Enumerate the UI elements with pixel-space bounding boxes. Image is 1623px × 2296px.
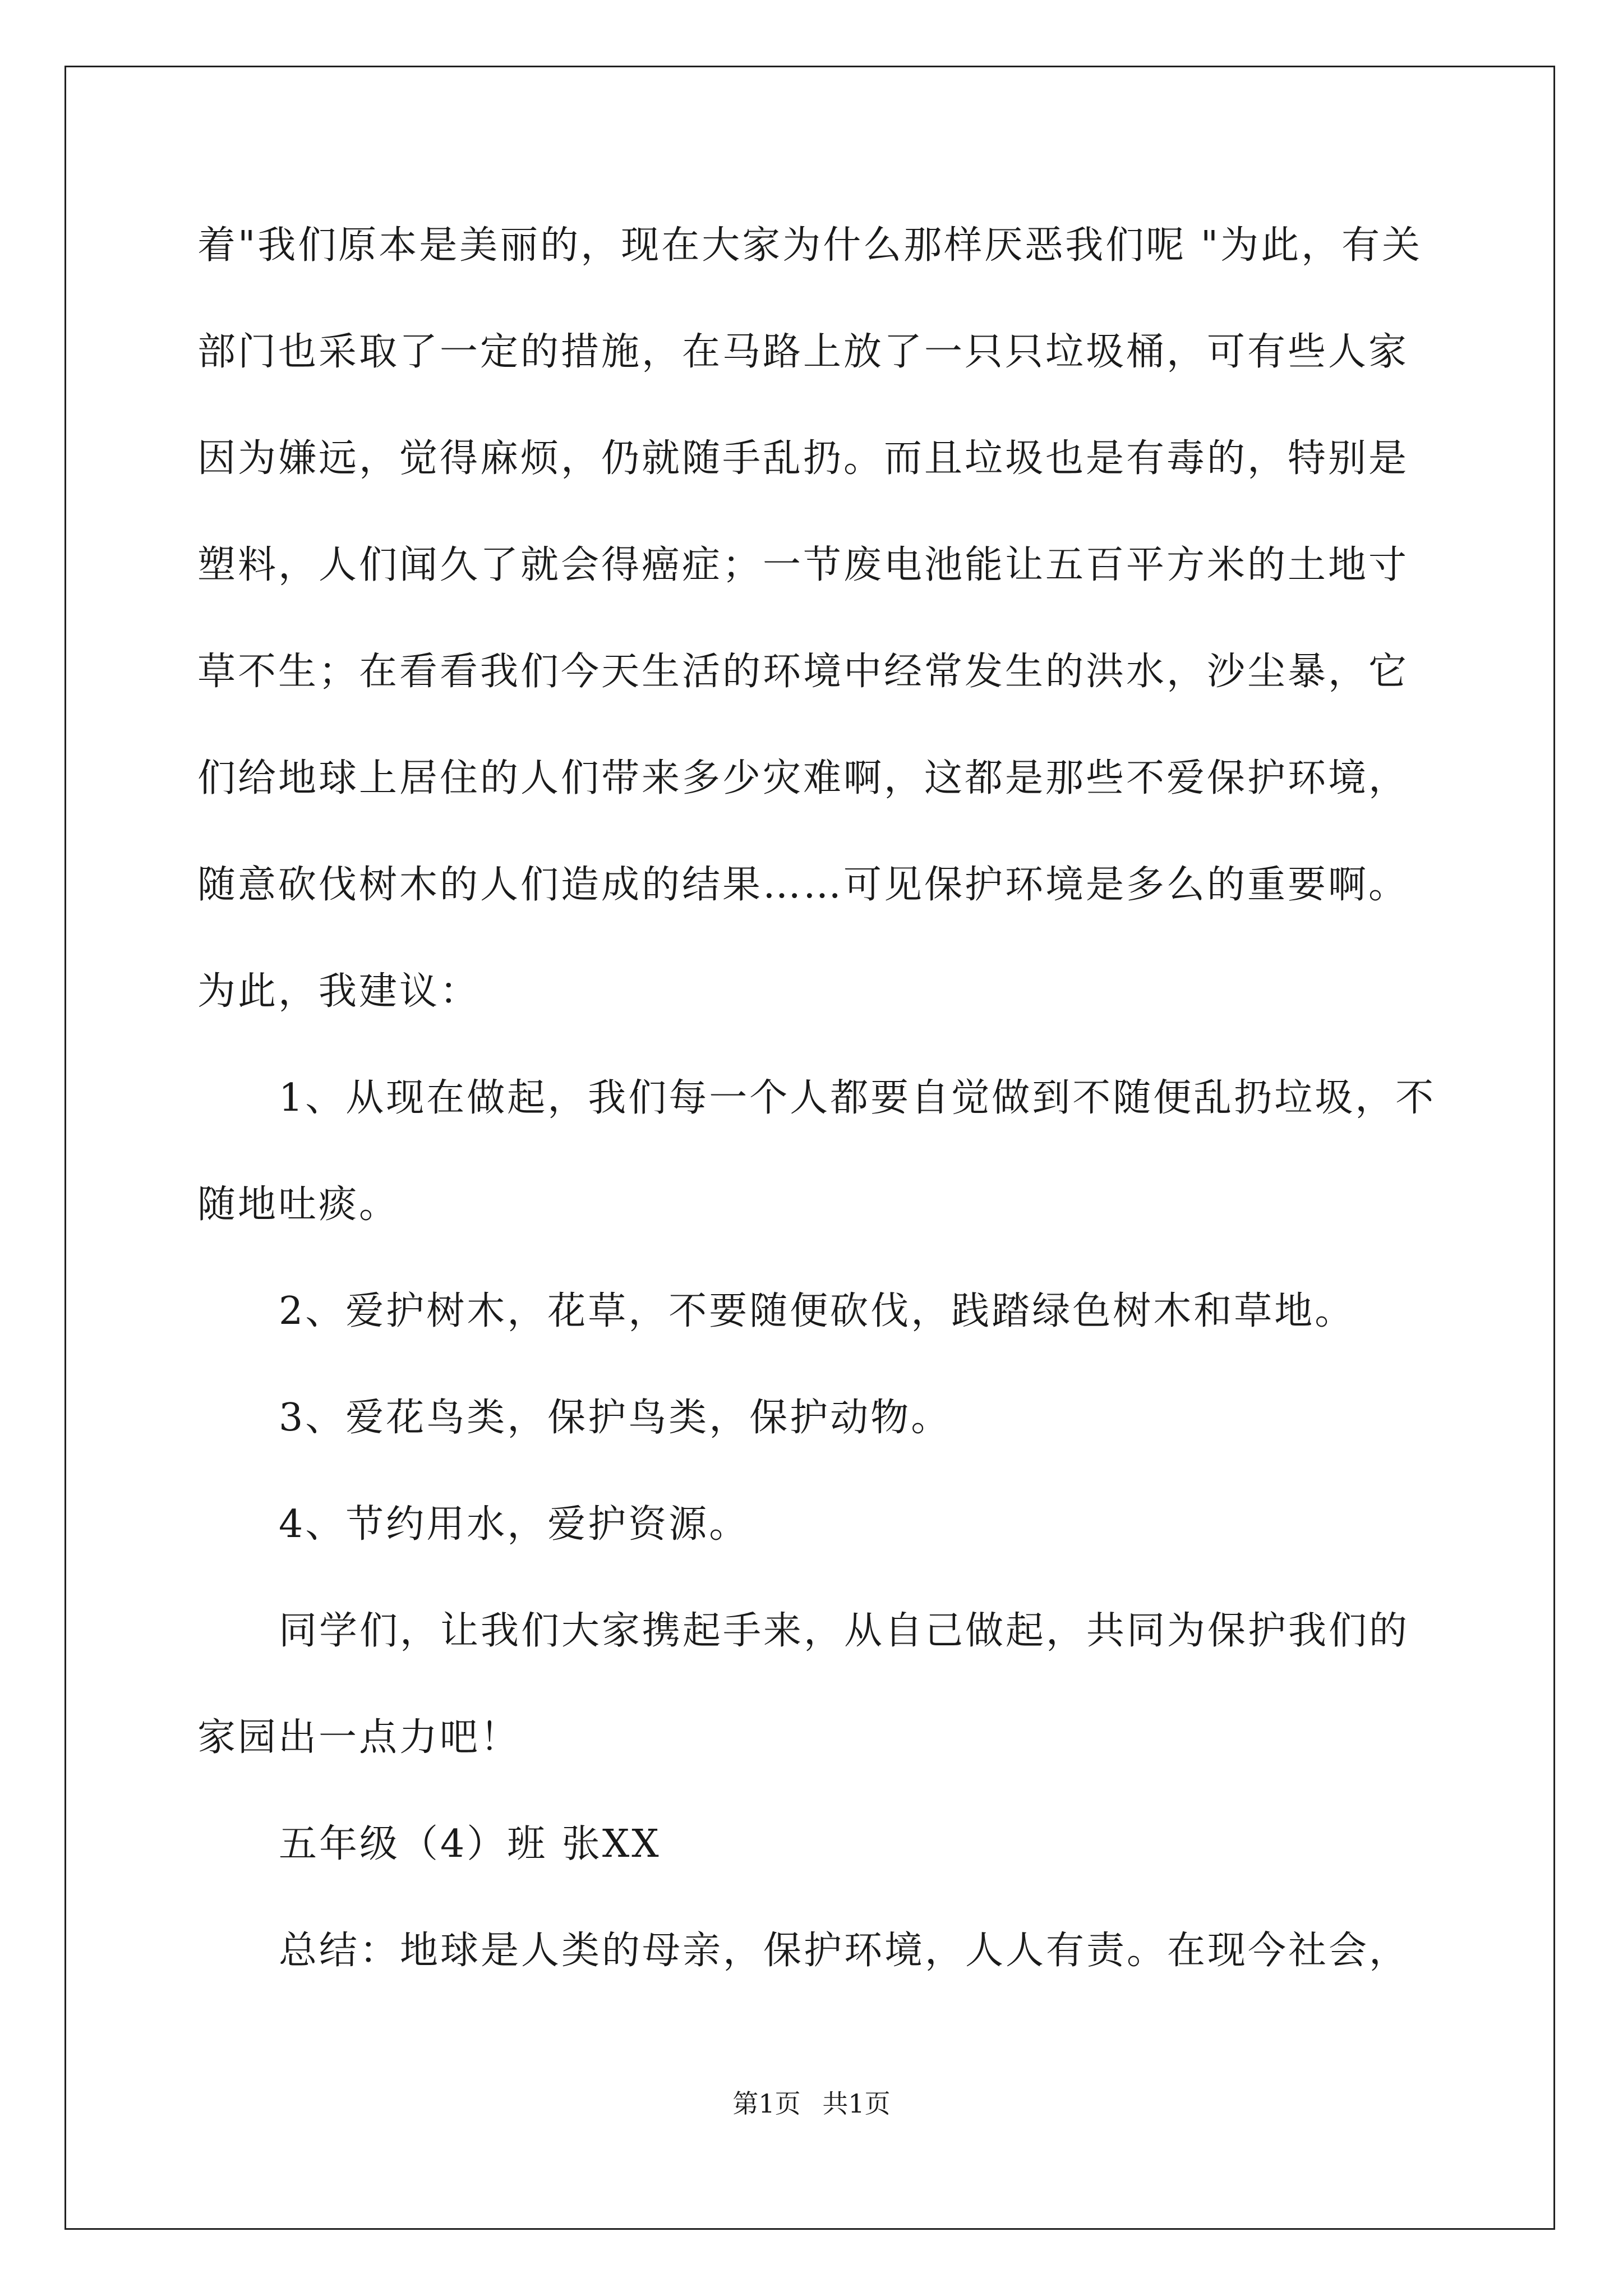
text-line: 随意砍伐树木的人们造成的结果……可见保护环境是多么的重要啊。: [197, 863, 1409, 907]
page-total: 共1页: [822, 2088, 891, 2119]
document-body: [197, 212, 1436, 2024]
text-line: 随地吐痰。: [197, 1182, 400, 1227]
list-item-3: 3、爱花鸟类，保护鸟类，保护动物。: [279, 1396, 952, 1440]
list-item-4: 4、节约用水，爱护资源。: [279, 1502, 750, 1547]
text-line: 草不生；在看看我们今天生活的环境中经常发生的洪水，沙尘暴，它: [197, 650, 1409, 694]
list-item-2: 2、爱护树木，花草，不要随便砍伐，践踏绿色树木和草地。: [279, 1289, 1355, 1333]
signature: 五年级（4）班 张XX: [279, 1822, 661, 1866]
text-line: 家园出一点力吧！: [197, 1715, 521, 1760]
page-footer: [0, 2087, 1623, 2120]
text-line: 为此，我建议：: [197, 969, 481, 1014]
text-line: 因为嫌远，觉得麻烦，仍就随手乱扔。而且垃圾也是有毒的，特别是: [197, 436, 1409, 481]
list-item-1: 1、从现在做起，我们每一个人都要自觉做到不随便乱扔垃圾，不: [279, 1076, 1436, 1120]
closing-paragraph: 同学们，让我们大家携起手来，从自己做起，共同为保护我们的: [279, 1609, 1410, 1653]
summary-paragraph: 总结：地球是人类的母亲，保护环境，人人有责。在现今社会，: [279, 1929, 1410, 1973]
text-line: 部门也采取了一定的措施，在马路上放了一只只垃圾桶，可有些人家: [197, 330, 1409, 374]
text-line: 们给地球上居住的人们带来多少灾难啊，这都是那些不爱保护环境，: [197, 756, 1409, 800]
page-number: 第1页: [732, 2088, 801, 2119]
text-line: 塑料，人们闻久了就会得癌症；一节废电池能让五百平方米的土地寸: [197, 543, 1409, 587]
text-line: 着"我们原本是美丽的，现在大家为什么那样厌恶我们呢 "为此，有关: [197, 223, 1423, 268]
